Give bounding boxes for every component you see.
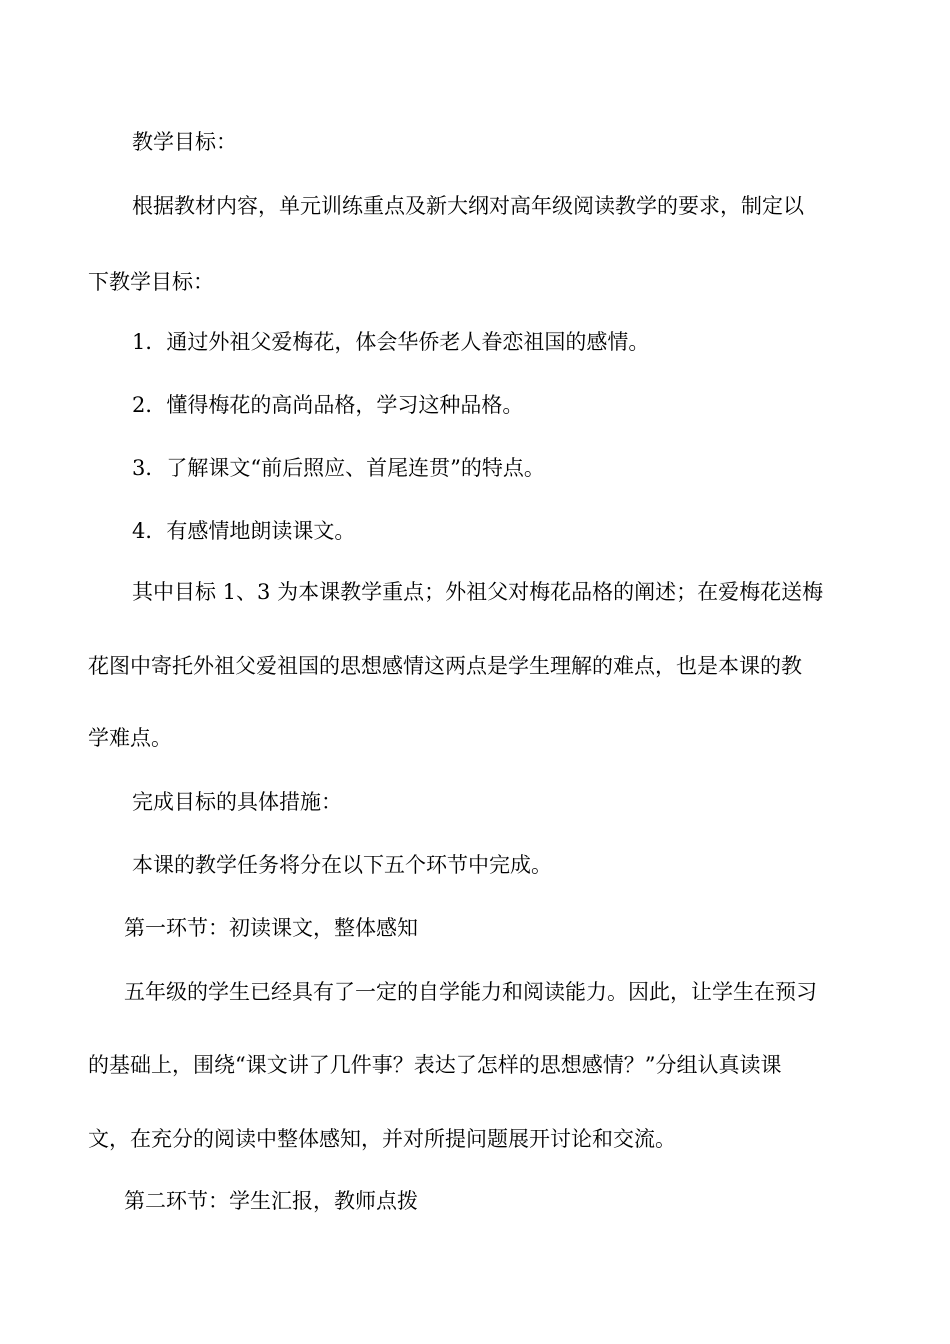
intro-paragraph-line-2: 下教学目标： xyxy=(88,270,214,294)
stage-1-paragraph-line-2: 的基础上，围绕“课文讲了几件事？表达了怎样的思想感情？”分组认真读课 xyxy=(88,1053,782,1077)
measures-heading: 完成目标的具体措施： xyxy=(132,790,342,814)
focus-paragraph-line-2: 花图中寄托外祖父爱祖国的思想感情这两点是学生理解的难点，也是本课的教 xyxy=(88,654,802,678)
objective-item-2: 2．懂得梅花的高尚品格，学习这种品格。 xyxy=(132,393,524,417)
focus-paragraph-line-1: 其中目标 1、3 为本课教学重点；外祖父对梅花品格的阐述；在爱梅花送梅 xyxy=(132,580,824,604)
objective-item-4: 4．有感情地朗读课文。 xyxy=(132,519,356,543)
objective-item-1: 1．通过外祖父爱梅花，体会华侨老人眷恋祖国的感情。 xyxy=(132,330,650,354)
objective-item-3: 3．了解课文“前后照应、首尾连贯”的特点。 xyxy=(132,456,545,480)
stage-2-title: 第二环节：学生汇报，教师点拨 xyxy=(124,1189,418,1213)
tasks-intro: 本课的教学任务将分在以下五个环节中完成。 xyxy=(132,853,552,877)
stage-1-title: 第一环节：初读课文，整体感知 xyxy=(124,916,418,940)
stage-1-paragraph-line-1: 五年级的学生已经具有了一定的自学能力和阅读能力。因此，让学生在预习 xyxy=(124,980,817,1004)
objectives-heading: 教学目标： xyxy=(132,130,237,154)
intro-paragraph-line-1: 根据教材内容，单元训练重点及新大纲对高年级阅读教学的要求，制定以 xyxy=(132,194,804,218)
stage-1-paragraph-line-3: 文，在充分的阅读中整体感知，并对所提问题展开讨论和交流。 xyxy=(88,1127,676,1151)
focus-paragraph-line-3: 学难点。 xyxy=(88,726,172,750)
